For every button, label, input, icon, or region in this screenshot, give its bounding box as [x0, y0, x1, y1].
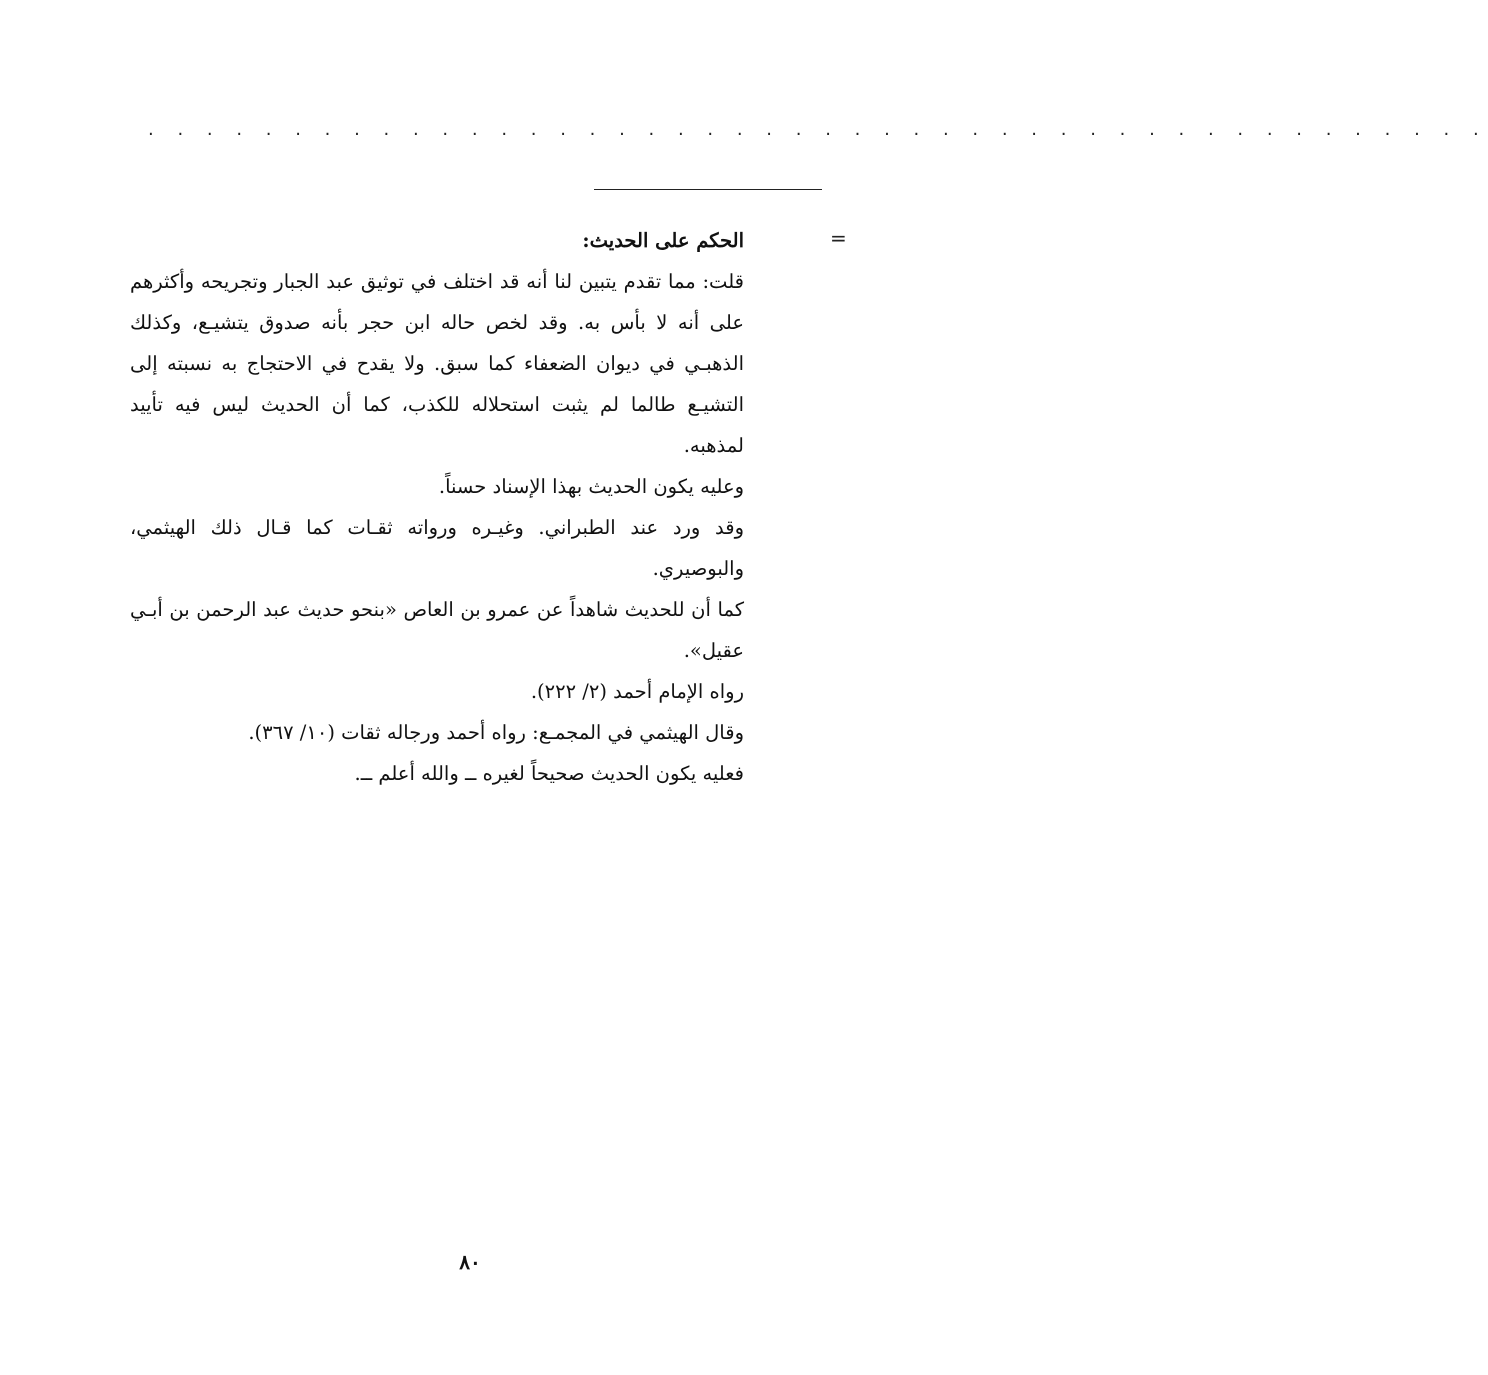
paragraph-tabarani: وقد ورد عند الطبراني. وغيـره ورواته ثقـات كما قـال ذلك الهيثمي، والبوصيري. — [130, 516, 744, 580]
paragraph-haythami: وقال الهيثمي في المجمـع: رواه أحمد ورجاله ثقات (١٠/ ٣٦٧). — [248, 721, 744, 744]
paragraph-conclusion: فعليه يكون الحديث صحيحاً لغيره ــ والله أعلم ــ. — [354, 762, 744, 785]
paragraph-ruling: وعليه يكون الحديث بهذا الإسناد حسناً. — [438, 475, 744, 498]
page-number: ٨٠ — [459, 1250, 481, 1274]
footnote-rule — [594, 189, 822, 190]
section-heading: الحكم على الحديث: — [582, 229, 744, 252]
dotted-separator: . . . . . . . . . . . . . . . . . . . . . . . . . . . . . . . . . . . . . . . . . . . . . . — [148, 119, 1488, 140]
paragraph-discussion: قلت: مما تقدم يتبين لنا أنه قد اختلف في توثيق عبد الجبار وتجريحه وأكثرهم على أنه لا بأس به. وقد لخص حاله ابن حجر بأنه صدوق يتشيـع، وكذلك الذهبـي في ديوان الضعفاء كما سبق. ولا يقدح في الاحتجاج به نسبته إلى التشيـع طالما لم يثبت استحلاله للكذب، كما أن الحديث ليس فيه تأييد لمذهبه. — [130, 270, 744, 457]
margin-mark: = — [830, 226, 847, 250]
paragraph-witness: كما أن للحديث شاهداً عن عمرو بن العاص «بنحو حديث عبد الرحمن بن أبـي عقيل». — [130, 598, 744, 662]
paragraph-ahmad: رواه الإمام أحمد (٢/ ٢٢٢). — [530, 680, 744, 703]
main-text — [130, 220, 744, 794]
